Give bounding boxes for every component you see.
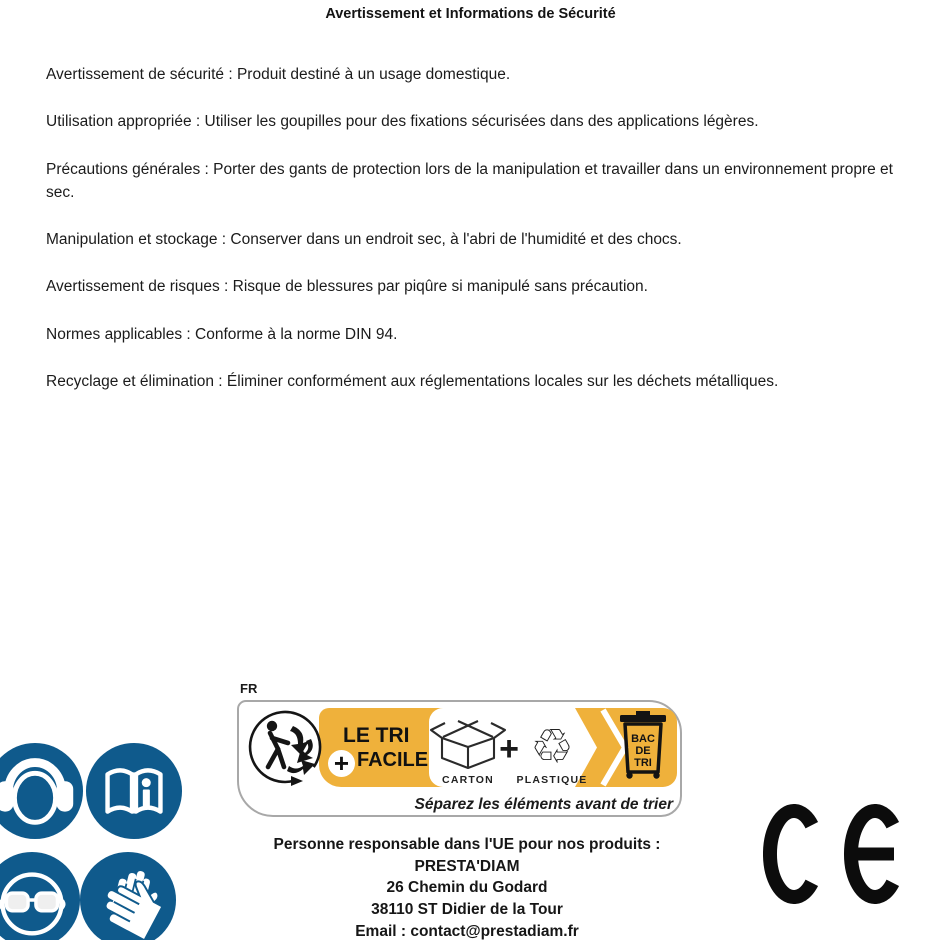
bin-label-line: BAC <box>631 733 655 745</box>
safety-text-block <box>46 6 895 393</box>
materials-plus: + <box>499 730 519 768</box>
triman-country-code: FR <box>240 681 258 696</box>
read-manual-icon <box>85 742 183 840</box>
safety-paragraph: Normes applicables : Conforme à la norme DIN 94. <box>46 325 398 343</box>
safety-paragraph: Manipulation et stockage : Conserver dans un endroit sec, à l'abri de l'humidité et des chocs. <box>46 231 682 249</box>
safety-paragraph: Précautions générales : Porter des gants de protection lors de la manipulation et travailler dans un environnement propre et sec. <box>46 160 893 201</box>
sorting-bin-icon <box>620 711 666 779</box>
material-label-carton: CARTON <box>442 774 494 786</box>
page-title: Avertissement et Informations de Sécurité <box>325 6 616 22</box>
safety-paragraph: Utilisation appropriée : Utiliser les goupilles pour des fixations sécurisées dans des applications légères. <box>46 113 759 131</box>
sorting-footer-note: Séparez les éléments avant de trier <box>414 796 673 813</box>
ear-protection-icon <box>0 742 84 840</box>
ce-marking-icon <box>763 804 903 904</box>
safety-paragraph: Recyclage et élimination : Éliminer conformément aux réglementations locales sur les déchets métalliques. <box>46 373 779 391</box>
recycling-triangle-icon: ♲ <box>530 721 574 774</box>
safety-paragraph: Avertissement de sécurité : Produit destiné à un usage domestique. <box>46 66 511 83</box>
plus-badge-glyph: + <box>333 748 350 778</box>
responsible-city: 38110 ST Didier de la Tour <box>371 901 563 919</box>
responsible-line: Personne responsable dans l'UE pour nos produits : <box>273 836 661 853</box>
eu-responsible-block <box>150 834 784 940</box>
responsible-street: 26 Chemin du Godard <box>386 879 548 897</box>
headline-facile: FACILE <box>357 749 429 771</box>
safety-paragraph: Avertissement de risques : Risque de blessures par piqûre si manipulé sans précaution. <box>46 278 648 296</box>
headline-le-tri: LE TRI <box>343 724 410 747</box>
bin-label-line: DE <box>635 745 651 757</box>
bin-label-line: TRI <box>634 757 652 769</box>
material-label-plastique: PLASTIQUE <box>516 774 588 786</box>
responsible-email: Email : contact@prestadiam.fr <box>355 922 579 940</box>
info-tri-label <box>237 700 682 817</box>
eye-protection-icon <box>0 851 81 940</box>
responsible-company: PRESTA'DIAM <box>414 857 520 875</box>
